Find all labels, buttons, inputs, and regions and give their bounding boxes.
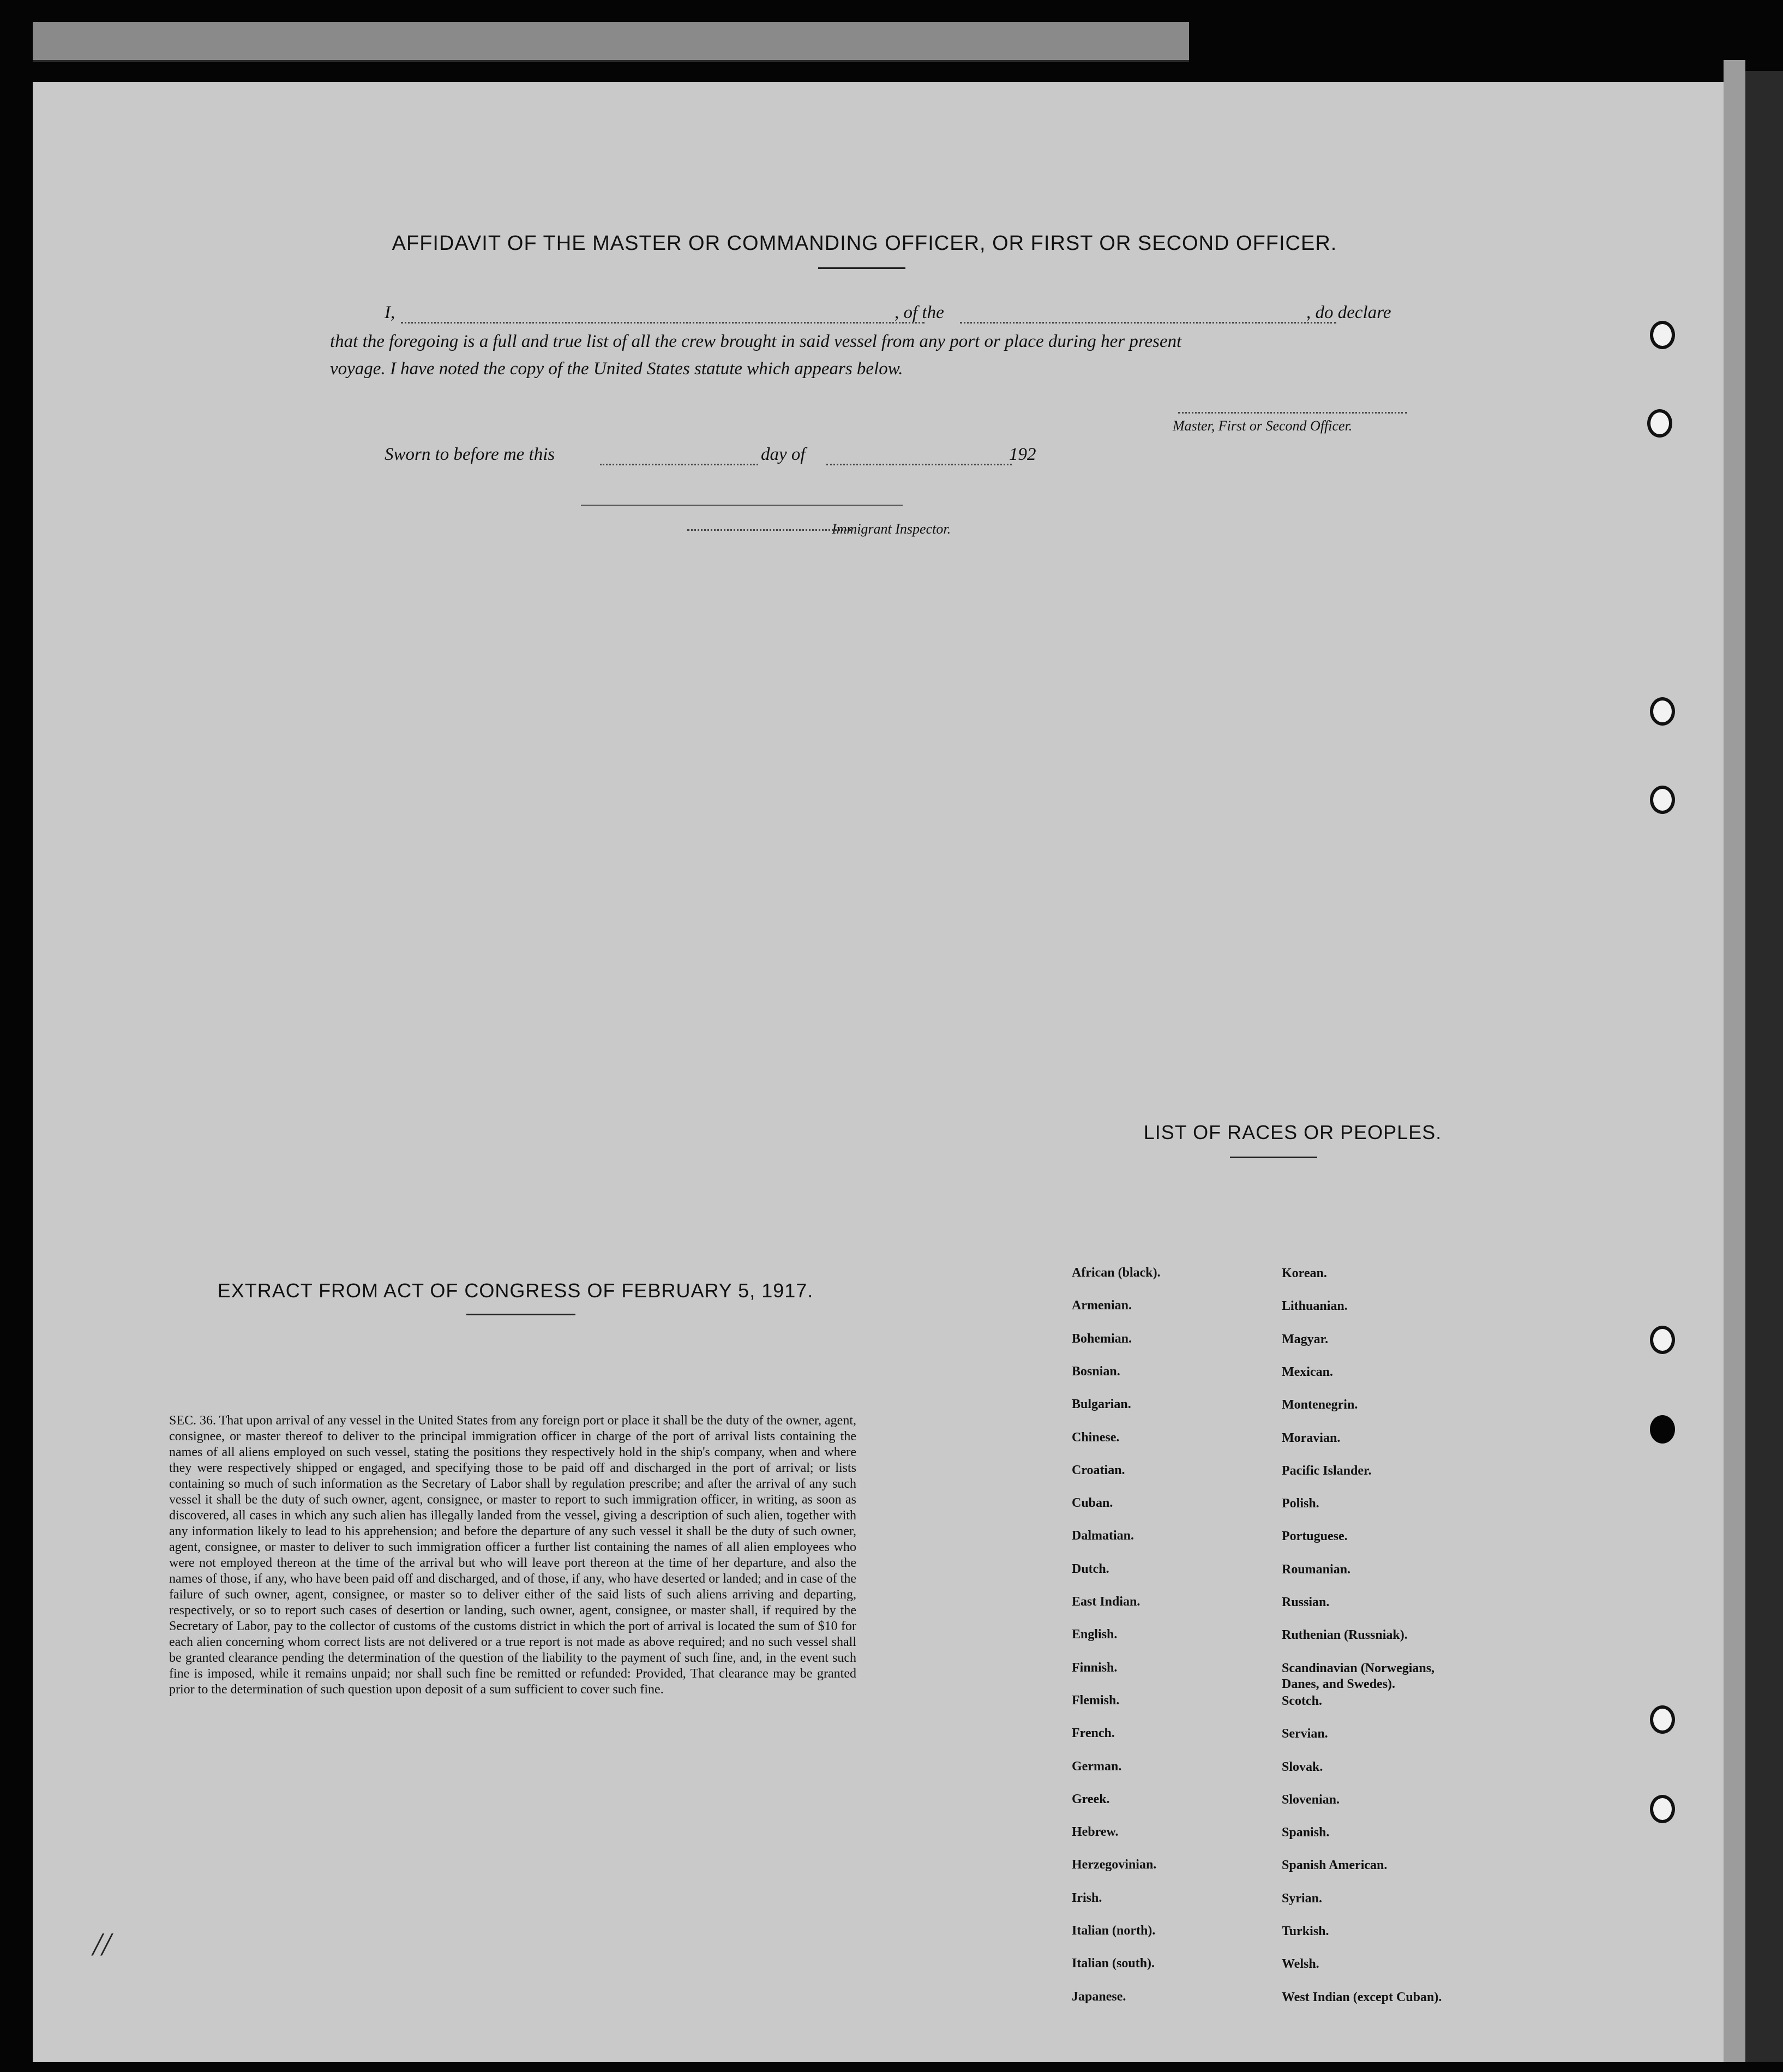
punch-hole [1650,1415,1675,1444]
race-left-item: Hebrew. [1072,1825,1119,1840]
race-right-item: Montenegrin. [1282,1398,1358,1412]
race-right-item: Pacific Islander. [1282,1463,1372,1478]
race-right-item: Slovak. [1282,1759,1323,1774]
race-left-item: Japanese. [1072,1989,1126,2004]
affidavit-i: I, [385,303,395,322]
race-right-item: Magyar. [1282,1332,1329,1346]
punch-hole [1647,409,1672,438]
race-right-item: Moravian. [1282,1430,1341,1445]
race-right-item: Mexican. [1282,1364,1333,1379]
affidavit-title: AFFIDAVIT OF THE MASTER OR COMMANDING OFFICER, OR FIRST OR SECOND OFFICER. [392,232,1337,255]
race-left-item: English. [1072,1627,1118,1642]
race-left-item: Italian (north). [1072,1924,1156,1938]
punch-hole [1650,697,1675,726]
punch-hole [1650,321,1675,349]
race-right-item: Lithuanian. [1282,1299,1348,1314]
race-left-item: Bulgarian. [1072,1397,1131,1412]
punch-hole [1650,1705,1675,1734]
race-left-item: German. [1072,1759,1122,1774]
affidavit-line-2: that the foregoing is a full and true list of all the crew brought in said vessel from any port or place during her present [330,332,1182,351]
race-right-item: Slovenian. [1282,1792,1340,1807]
race-right-item: Polish. [1282,1496,1319,1511]
race-right-item: Portuguese. [1282,1529,1348,1544]
inspector-caption: Immigrant Inspector. [832,521,951,537]
signature-line [1178,412,1407,414]
race-left-item: Finnish. [1072,1660,1118,1675]
race-right-item: Syrian. [1282,1891,1323,1906]
race-left-item: Dalmatian. [1072,1529,1134,1543]
race-right-item: Welsh. [1282,1957,1319,1972]
affidavit-line-3: voyage. I have noted the copy of the United States statute which appears below. [330,359,903,379]
extract-title: EXTRACT FROM ACT OF CONGRESS OF FEBRUARY 5, 1917. [217,1279,814,1302]
race-right-item: Russian. [1282,1595,1330,1609]
page-edge-dark [1745,71,1783,2062]
affidavit-of-the: , of the [894,303,944,322]
race-left-item: French. [1072,1726,1115,1741]
day-blank [600,464,758,465]
position-blank [960,322,1336,324]
inspector-dotline [687,529,851,531]
extract-body: SEC. 36. That upon arrival of any vessel in the United States from any foreign port or place it shall be the duty of the owner, agent, consignee, or master thereof to deliver to the principal immigration officer in charge of the port of arrival lists containing the names of all aliens employed on such vessel, stating the positions they respectively hold in the ship's company, when and where they were respectively shipped or engaged, and specifying those to be paid off and discharged in the port of arrival; or lists containing so much of such information as the Secretary of Labor shall by regulation prescribe; and after the arrival of any such vessel it shall be the duty of such owner, agent, consignee, or master to report to such immigration officer, in writing, as soon as discovered, all cases in which any such alien has illegally landed from the vessel, giving a description of such alien, together with any information likely to lead to his apprehension; and before the departure of any such vessel it shall be the duty of such owner, agent, consignee, or master to deliver to such immigration officer a further list containing the names of all alien employees who were not employed thereon at the time of the arrival but who will leave port thereon at the time of her departure, and also the names of those, if any, who have been paid off and discharged, and of those, if any, who have deserted or landed; and in case of the failure of such owner, agent, consignee, or master so to deliver either of the said lists of such aliens arriving and departing, respectively, or so to report such cases of desertion or landing, such owner, agent, consignee, or master shall, if required by the Secretary of Labor, pay to the collector of customs of the customs district in which the port of arrival is located the sum of $10 for each alien concerning whom correct lists are not delivered or a true report is not made as above required; and no such vessel shall be granted clearance pending the determination of the question of the liability to the payment of such fine, and, in the event such fine is imposed, while it remains unpaid; nor shall such fine be remitted or refunded: Provided, That clearance may be granted prior to the determination of such question upon deposit of a sum sufficient to cover such fine. [169,1414,856,1697]
race-right-item: Scandinavian (Norwegians, Danes, and Swedes). [1282,1661,1435,1691]
race-right-item: Spanish American. [1282,1858,1388,1873]
day-of-text: day of [761,445,806,464]
race-right-item: Servian. [1282,1727,1328,1741]
race-left-item: Flemish. [1072,1693,1120,1708]
name-blank [401,322,924,324]
race-right-item: Spanish. [1282,1825,1330,1840]
race-left-item: Irish. [1072,1890,1102,1905]
top-paper-strip [33,22,1189,62]
race-left-item: Italian (south). [1072,1956,1155,1971]
punch-hole [1650,1326,1675,1354]
race-right-item: West Indian (except Cuban). [1282,1990,1442,2004]
races-title-rule [1230,1157,1317,1158]
race-left-item: Croatian. [1072,1463,1125,1477]
affidavit-do-declare: , do declare [1306,303,1391,322]
inspector-signature-line [581,505,903,506]
month-blank [826,464,1012,465]
extract-title-rule [466,1314,575,1315]
race-left-item: Bohemian. [1072,1331,1132,1346]
race-left-item: East Indian. [1072,1595,1140,1609]
year-prefix: 192 [1009,445,1036,464]
race-right-item: Roumanian. [1282,1562,1351,1577]
affidavit-title-rule [818,267,905,269]
race-left-item: Herzegovinian. [1072,1858,1157,1872]
race-left-item: African (black). [1072,1266,1161,1280]
races-title: LIST OF RACES OR PEOPLES. [1143,1121,1442,1143]
signature-caption: Master, First or Second Officer. [1173,418,1353,434]
race-left-item: Chinese. [1072,1430,1120,1445]
race-left-item: Dutch. [1072,1561,1109,1576]
handwritten-mark: // [93,1926,111,1962]
race-right-item: Scotch. [1282,1693,1322,1708]
punch-hole [1650,1795,1675,1823]
race-right-item: Korean. [1282,1266,1327,1280]
page-edge [1724,60,1745,2062]
punch-hole [1650,786,1675,814]
race-right-item: Ruthenian (Russniak). [1282,1628,1408,1643]
race-right-item: Turkish. [1282,1924,1329,1938]
document-page [33,82,1724,2062]
sworn-text: Sworn to before me this [385,445,555,464]
race-left-item: Cuban. [1072,1496,1113,1511]
race-left-item: Bosnian. [1072,1364,1120,1379]
race-left-item: Greek. [1072,1792,1110,1806]
race-left-item: Armenian. [1072,1298,1132,1313]
